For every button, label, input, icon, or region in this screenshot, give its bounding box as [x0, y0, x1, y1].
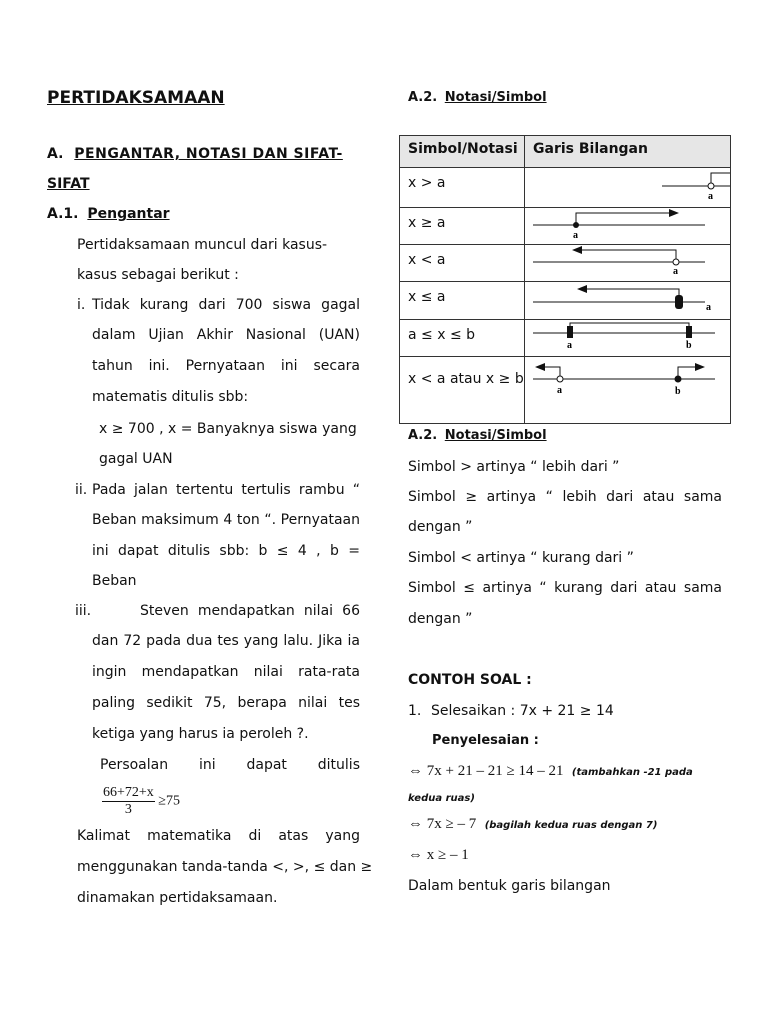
number-line-lte	[525, 282, 730, 315]
number-line-gte	[525, 208, 730, 240]
table-header-row	[400, 136, 731, 168]
item-ii-line-2: Beban maksimum 4 ton “. Pernyataan	[92, 512, 360, 528]
symbol-line-5: Simbol ≤ artinya “ kurang dari atau sama	[408, 580, 722, 596]
section-a1-heading	[47, 206, 170, 222]
item-iii-marker: iii.	[75, 603, 92, 619]
item-i-line-1: Tidak kurang dari 700 siswa gagal	[92, 297, 360, 313]
symbol-line-2: Simbol ≥ artinya “ lebih dari atau sama	[408, 489, 722, 505]
item-iii-persoalan: Persoalan ini dapat ditulis	[100, 757, 360, 773]
number-line-caption: Dalam bentuk garis bilangan	[408, 878, 611, 894]
intro-text-1: Pertidaksamaan muncul dari kasus-	[77, 237, 328, 253]
step-1-equation: ⇔ 7x + 21 – 21 ≥ 14 – 21	[408, 763, 564, 779]
item-ii-marker: ii.	[75, 482, 88, 498]
fraction-denominator: 3	[124, 802, 132, 817]
table-cell-number-line	[525, 282, 731, 320]
table-row	[400, 320, 731, 357]
item-iii-line-2: dan 72 pada dua tes yang lalu. Jika ia	[92, 633, 360, 649]
step-1-note-continued: kedua ruas)	[408, 793, 475, 804]
section-a-heading	[47, 146, 343, 162]
item-i-marker: i.	[77, 297, 86, 313]
question-number: 1.	[408, 703, 422, 719]
table-row	[400, 168, 731, 208]
table-cell-symbol: x < a atau x ≥ b	[400, 357, 525, 424]
table-cell-symbol: a ≤ x ≤ b	[400, 320, 525, 357]
section-a-prefix: A.	[47, 146, 64, 162]
table-row	[400, 208, 731, 245]
table-row	[400, 282, 731, 320]
item-ii-line-3: ini dapat ditulis sbb: b ≤ 4 , b =	[92, 543, 360, 559]
section-a-title-line2: SIFAT	[47, 176, 90, 192]
number-line-between	[525, 320, 730, 352]
label-a: a	[706, 302, 711, 313]
section-a-title-line1: PENGANTAR, NOTASI DAN SIFAT-	[74, 146, 343, 162]
section-a1-title: Pengantar	[87, 206, 170, 222]
table-row	[400, 245, 731, 282]
fraction-formula	[102, 785, 180, 818]
item-ii-line-1: Pada jalan tertentu tertulis rambu “	[92, 482, 360, 498]
section-a1-prefix: A.1.	[47, 206, 79, 222]
a2-top-title: Notasi/Simbol	[444, 90, 547, 105]
a2-top-heading	[408, 90, 547, 105]
item-ii-line-4: Beban	[92, 573, 137, 589]
table-cell-number-line	[525, 357, 731, 424]
item-iii-line-5: ketiga yang harus ia peroleh ?.	[92, 726, 309, 742]
table-cell-symbol: x ≤ a	[400, 282, 525, 320]
label-a: a	[557, 385, 562, 396]
a2-top-prefix: A.2.	[408, 90, 438, 105]
item-iii-line-3: ingin mendapatkan nilai rata-rata	[92, 664, 360, 680]
step-1-note: (tambahkan -21 pada	[571, 767, 693, 778]
table-cell-symbol: x ≥ a	[400, 208, 525, 245]
step-2-equation: ⇔ 7x ≥ – 7	[408, 816, 477, 832]
table-header-symbol: Simbol/Notasi	[400, 136, 525, 168]
item-i-formula-2: gagal UAN	[99, 451, 173, 467]
closing-line-1: Kalimat matematika di atas yang	[77, 828, 360, 844]
symbol-line-6: dengan ”	[408, 611, 473, 627]
step-3: ⇔ x ≥ – 1	[408, 847, 469, 863]
a2-bottom-heading	[408, 428, 547, 443]
label-a: a	[673, 266, 678, 277]
number-line-gt	[525, 168, 730, 203]
closing-line-3: dinamakan pertidaksamaan.	[77, 890, 278, 906]
intro-line-1	[77, 237, 361, 253]
label-b: b	[686, 340, 692, 351]
item-iii-line-4: paling sedikit 75, berapa nilai tes	[92, 695, 360, 711]
symbol-line-4: Simbol < artinya “ kurang dari ”	[408, 550, 634, 566]
item-i-line-3: tahun ini. Pernyataan ini secara	[92, 358, 360, 374]
label-a: a	[708, 191, 713, 202]
label-b: b	[675, 386, 681, 397]
contoh-soal-heading: CONTOH SOAL :	[408, 672, 532, 688]
item-i-formula-1: x ≥ 700 , x = Banyaknya siswa yang	[99, 421, 357, 437]
item-i-line-2: dalam Ujian Akhir Nasional (UAN)	[92, 327, 360, 343]
page-title: PERTIDAKSAMAAN	[47, 88, 225, 108]
step-1	[408, 763, 693, 780]
table-header-number-line: Garis Bilangan	[525, 136, 731, 168]
notation-table	[399, 135, 731, 424]
table-cell-symbol: x > a	[400, 168, 525, 208]
symbol-line-3: dengan ”	[408, 519, 473, 535]
penyelesaian-label: Penyelesaian :	[432, 733, 539, 748]
step-2-note: (bagilah kedua ruas dengan 7)	[484, 820, 658, 831]
table-cell-symbol: x < a	[400, 245, 525, 282]
table-cell-number-line	[525, 208, 731, 245]
step-2	[408, 816, 657, 833]
label-a: a	[567, 340, 572, 351]
item-iii-line-1: Steven mendapatkan nilai 66	[140, 603, 360, 619]
item-i-line-4: matematis ditulis sbb:	[92, 389, 249, 405]
table-row	[400, 357, 731, 424]
fraction-relation: ≥75	[158, 793, 180, 809]
table-cell-number-line	[525, 168, 731, 208]
symbol-line-1: Simbol > artinya “ lebih dari ”	[408, 459, 620, 475]
question-text: Selesaikan : 7x + 21 ≥ 14	[431, 703, 614, 719]
fraction-numerator: 66+72+x	[103, 785, 154, 800]
table-cell-number-line	[525, 320, 731, 357]
number-line-lt	[525, 245, 730, 277]
a2-bottom-title: Notasi/Simbol	[444, 428, 547, 443]
number-line-outside	[525, 357, 730, 419]
intro-line-2: kasus sebagai berikut :	[77, 267, 239, 283]
closing-line-2: menggunakan tanda-tanda <, >, ≤ dan ≥	[77, 859, 373, 875]
label-a: a	[573, 230, 578, 240]
a2-bottom-prefix: A.2.	[408, 428, 438, 443]
table-cell-number-line	[525, 245, 731, 282]
